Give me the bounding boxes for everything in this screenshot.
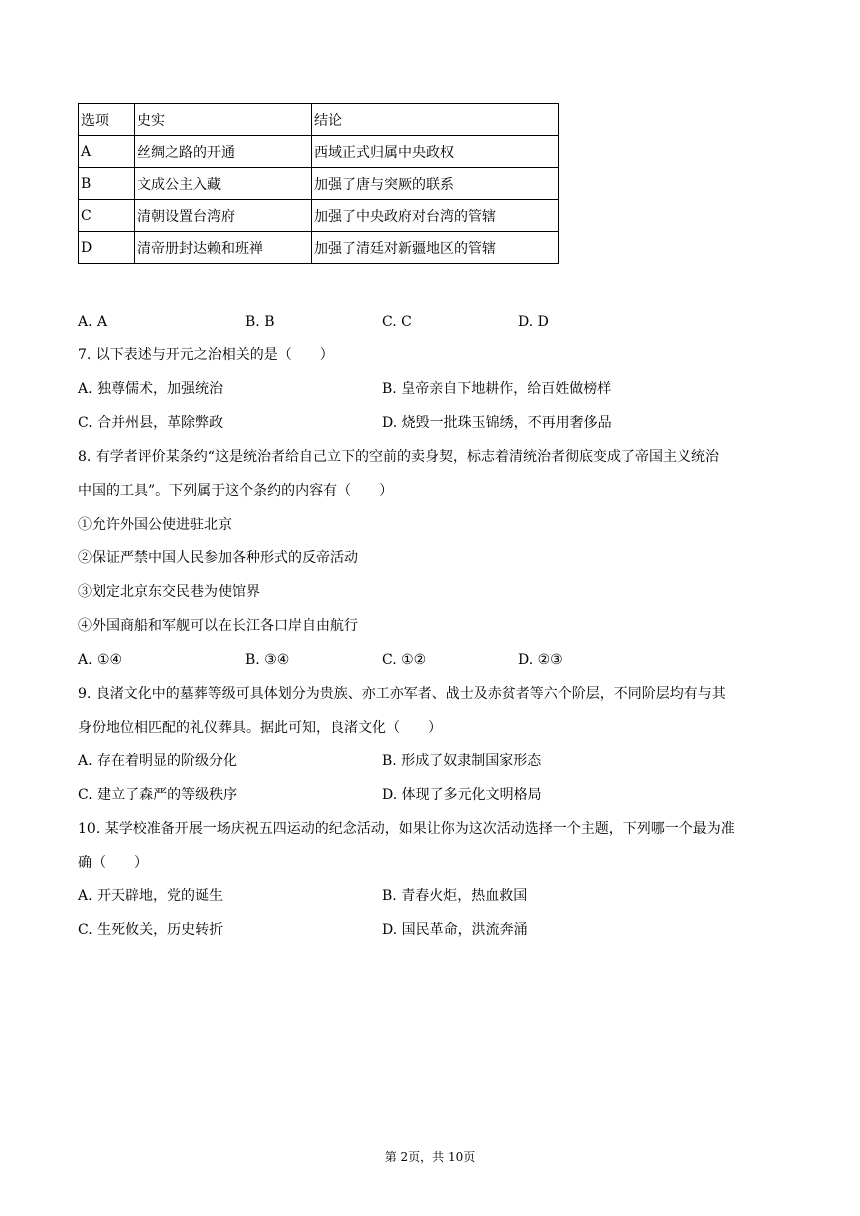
table-row <box>79 200 559 232</box>
table-header-row <box>79 104 559 136</box>
q8-option-c: C. ①② <box>382 652 427 668</box>
q8-item-1: ①允许外国公使进驻北京 <box>78 517 232 533</box>
q6-option-d: D. D <box>518 314 549 330</box>
q7-option-b: B. 皇帝亲自下地耕作，给百姓做榜样 <box>382 381 612 397</box>
q7-option-d: D. 烧毁一批珠玉锦绣，不再用奢侈品 <box>382 415 612 431</box>
page-number-footer: 第 2页，共 10页 <box>384 1150 476 1164</box>
history-facts-table <box>78 103 559 264</box>
q8-item-3: ③划定北京东交民巷为使馆界 <box>78 584 260 600</box>
q9-stem-line-2: 身份地位相匹配的礼仪葬具。据此可知，良渚文化（ ） <box>78 720 442 736</box>
q9-option-a: A. 存在着明显的阶级分化 <box>78 753 238 769</box>
table-cell: 西域正式归属中央政权 <box>312 136 559 168</box>
table-cell: 加强了唐与突厥的联系 <box>312 168 559 200</box>
q8-stem-line-2: 中国的工具”。下列属于这个条约的内容有（ ） <box>78 483 394 499</box>
q8-item-4: ④外国商船和军舰可以在长江各口岸自由航行 <box>78 618 358 634</box>
q9-option-d: D. 体现了多元化文明格局 <box>382 787 542 803</box>
table-header-cell: 选项 <box>79 104 135 136</box>
q10-option-c: C. 生死攸关，历史转折 <box>78 922 224 938</box>
q7-option-c: C. 合并州县，革除弊政 <box>78 415 224 431</box>
q9-option-c: C. 建立了森严的等级秩序 <box>78 787 238 803</box>
q10-option-a: A. 开天辟地，党的诞生 <box>78 888 224 904</box>
q10-stem-line-1: 10. 某学校准备开展一场庆祝五四运动的纪念活动，如果让你为这次活动选择一个主题，下列哪一个最为准 <box>78 821 735 837</box>
q10-option-d: D. 国民革命，洪流奔涌 <box>382 922 528 938</box>
q6-option-c: C. C <box>382 314 412 330</box>
q8-stem-line-1: 8. 有学者评价某条约“这是统治者给自己立下的空前的卖身契，标志着清统治者彻底变成了帝国主义统治 <box>78 449 719 465</box>
q6-option-b: B. B <box>245 314 275 330</box>
table-cell: 清朝设置台湾府 <box>135 200 312 232</box>
q7-stem: 7. 以下表述与开元之治相关的是（ ） <box>78 347 334 363</box>
q9-option-b: B. 形成了奴隶制国家形态 <box>382 753 542 769</box>
q6-option-a: A. A <box>78 314 108 330</box>
table-cell: B <box>79 168 135 200</box>
q8-option-d: D. ②③ <box>518 652 563 668</box>
table-cell: 文成公主入藏 <box>135 168 312 200</box>
table-cell: C <box>79 200 135 232</box>
q8-option-a: A. ①④ <box>78 652 123 668</box>
table-row <box>79 232 559 264</box>
table-header-cell: 史实 <box>135 104 312 136</box>
table-cell: 丝绸之路的开通 <box>135 136 312 168</box>
q9-stem-line-1: 9. 良渚文化中的墓葬等级可具体划分为贵族、亦工亦军者、战士及赤贫者等六个阶层，不同阶层均有与其 <box>78 686 726 702</box>
q10-option-b: B. 青春火炬，热血救国 <box>382 888 528 904</box>
table-row <box>79 136 559 168</box>
table-cell: 加强了清廷对新疆地区的管辖 <box>312 232 559 264</box>
table-cell: 加强了中央政府对台湾的管辖 <box>312 200 559 232</box>
table-cell: 清帝册封达赖和班禅 <box>135 232 312 264</box>
q7-option-a: A. 独尊儒术，加强统治 <box>78 381 224 397</box>
table-header-cell: 结论 <box>312 104 559 136</box>
q8-option-b: B. ③④ <box>245 652 290 668</box>
table-row <box>79 168 559 200</box>
table-cell: D <box>79 232 135 264</box>
table-cell: A <box>79 136 135 168</box>
q8-item-2: ②保证严禁中国人民参加各种形式的反帝活动 <box>78 550 358 566</box>
q10-stem-line-2: 确（ ） <box>78 855 148 871</box>
